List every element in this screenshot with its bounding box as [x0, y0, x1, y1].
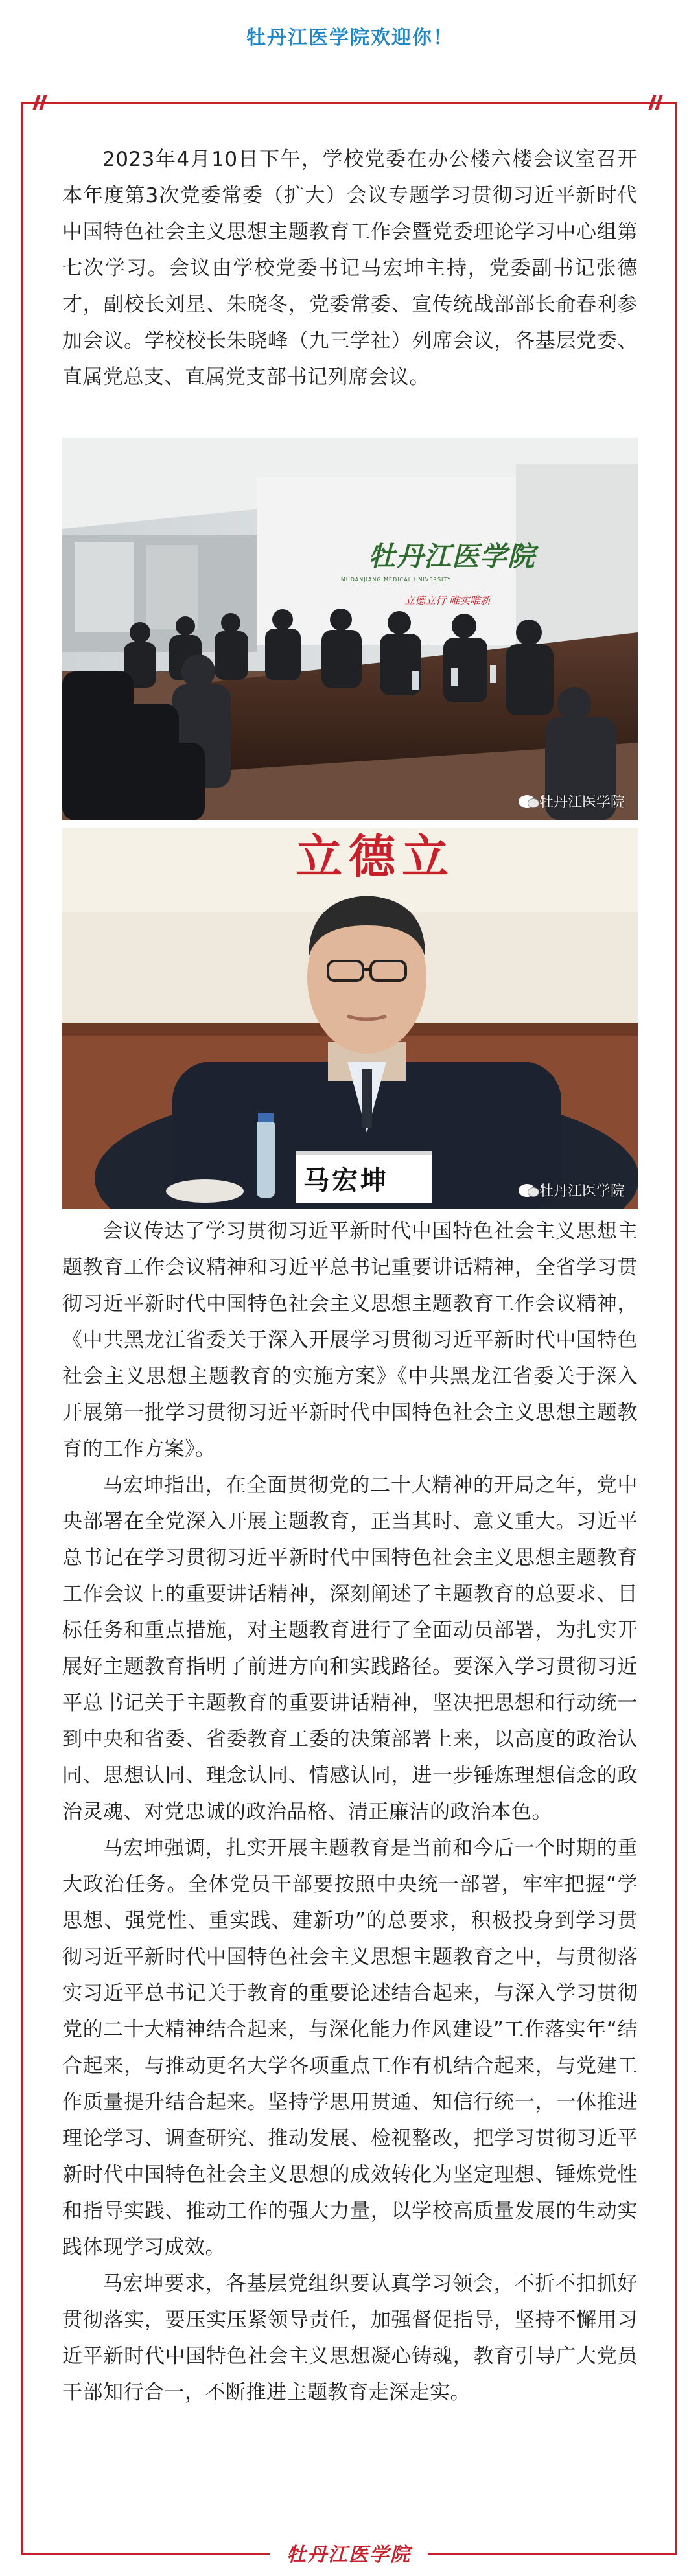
wall-banner: 立德立 — [296, 829, 456, 884]
photo-watermark — [519, 1180, 625, 1200]
article-body-2 — [62, 1213, 638, 2411]
wall-logo: 牡丹江医学院 — [368, 540, 536, 572]
wechat-icon — [519, 795, 535, 808]
paragraph: 马宏坤要求，各基层党组织要认真学习领会，不折不扣抓好贯彻落实，要压实压紧领导责任，加强督促指导，坚持不懈用习近平新时代中国特色社会主义思想凝心铸魂，教育引导广大党员干部知行合一，不断推进主题教育走深走实。 — [62, 2272, 638, 2404]
watermark-text: 牡丹江医学院 — [539, 1183, 625, 1200]
name-plate: 马宏坤 — [303, 1165, 389, 1196]
wechat-icon — [519, 1184, 535, 1197]
paragraph: 马宏坤强调，扎实开展主题教育是当前和今后一个时期的重大政治任务。全体党员干部要按照中央统一部署，牢牢把握“学思想、强党性、重实践、建新功”的总要求，积极投身到学习贯彻习近平新时代中国特色社会主义思想主题教育之中，与贯彻落实习近平总书记关于教育的重要论述结合起来，与深入学习贯彻党的二十大精神结合起来，与深化能力作风建设”工作落实年“结合起来，与推动更名大学各项重点工作有机结合起来，与党建工作质量提升结合起来。坚持学思用贯通、知信行统一，一体推进理论学习、调查研究、推动发展、检视整改，把学习贯彻习近平新时代中国特色社会主义思想的成效转化为坚定理想、锤炼党性和指导实践、推动工作的强大力量，以学校高质量发展的生动实践体现学习成效。 — [62, 1837, 638, 2259]
paragraph: 会议传达了学习贯彻习近平新时代中国特色社会主义思想主题教育工作会议精神和习近平总书记重要讲话精神，全省学习贯彻习近平新时代中国特色社会主义思想主题教育工作会议精神，《中共黑龙江省委关于深入开展学习贯彻习近平新时代中国特色社会主义思想主题教育的实施方案》《中共黑龙江省委关于深入开展第一批学习贯彻习近平新时代中国特色社会主义思想主题教育的工作方案》。 — [62, 1220, 638, 1461]
meeting-photo — [62, 438, 638, 820]
paragraph: 2023年4月10日下午，学校党委在办公楼六楼会议室召开本年度第3次党委常委（扩大）会议专题学习贯彻习近平新时代中国特色社会主义思想主题教育工作会暨党委理论学习中心组第七次学习。会议由学校党委书记马宏坤主持，党委副书记张德才，副校长刘星、朱晓冬，党委常委、宣传统战部部长俞春利参加会议。学校校长朱晓峰（九三学社）列席会议，各基层党委、直属党总支、直属党支部书记列席会议。 — [62, 148, 638, 389]
meeting-scene — [62, 438, 638, 820]
bottom-decoration — [21, 2544, 677, 2566]
paragraph: 马宏坤指出，在全面贯彻党的二十大精神的开局之年，党中央部署在全党深入开展主题教育，正当其时、意义重大。习近平总书记在学习贯彻习近平新时代中国特色社会主义思想主题教育工作会议上的重要讲话精神，深刻阐述了主题教育的总要求、目标任务和重点措施，对主题教育进行了全面动员部署，为扎实开展好主题教育指明了前进方向和实践路径。要深入学习贯彻习近平总书记关于主题教育的重要讲话精神，坚决把思想和行动统一到中央和省委、省委教育工委的决策部署上来，以高度的政治认同、思想认同、理念认同、情感认同，进一步锤炼理想信念的政治灵魂、对党忠诚的政治品格、清正廉洁的政治本色。 — [62, 1474, 638, 1824]
article-body-1 — [62, 141, 638, 395]
top-decoration — [21, 93, 677, 112]
wall-motto: 立德立行 唯实唯新 — [404, 594, 491, 607]
watermark-text: 牡丹江医学院 — [539, 795, 625, 811]
wall-logo-subtitle: MUDANJIANG MEDICAL UNIVERSITY — [341, 577, 452, 583]
footer-logo: 牡丹江医学院 — [270, 2538, 428, 2567]
speaker-photo — [62, 828, 638, 1209]
hash-mark-icon — [32, 95, 49, 110]
header — [0, 0, 700, 91]
page-title: 牡丹江医学院欢迎你！ — [246, 27, 454, 49]
top-rule — [21, 102, 677, 103]
hash-mark-icon — [648, 95, 665, 110]
photo-watermark — [519, 791, 625, 811]
